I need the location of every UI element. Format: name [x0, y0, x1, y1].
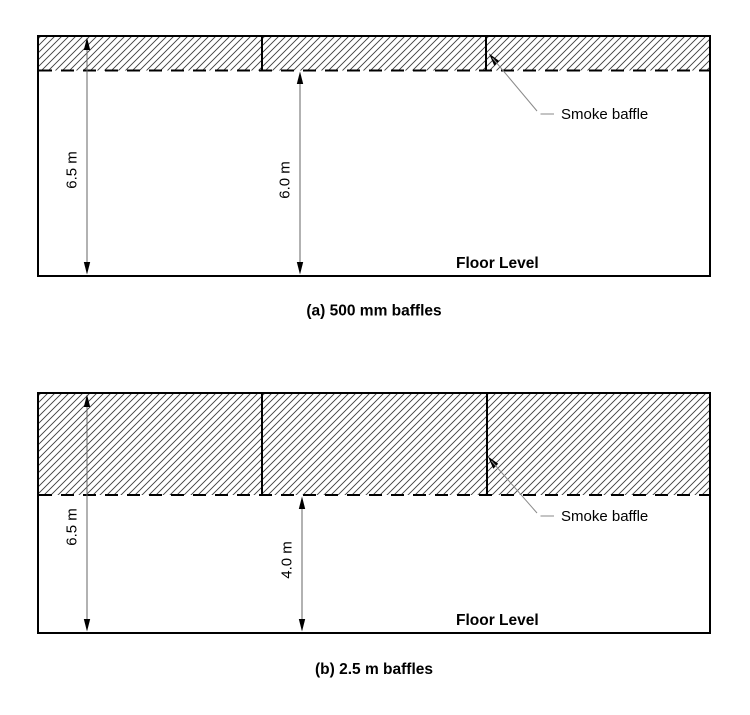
- panel-a-room-outline: [38, 36, 710, 276]
- panel-b: [38, 393, 710, 678]
- panel-b-clear-height-arrow-up-icon: [299, 497, 305, 510]
- panel-a-total-height-arrow-down-icon: [84, 262, 90, 275]
- panel-b-clear-height-arrow-down-icon: [299, 619, 305, 632]
- panel-a-clear-height-label: 6.0 m: [276, 161, 294, 199]
- panel-a-total-height-label: 6.5 m: [63, 151, 81, 189]
- panel-b-baffle-annotation: Smoke baffle: [561, 508, 649, 525]
- panel-a-baffle-annotation: Smoke baffle: [561, 106, 649, 123]
- panel-a-ceiling-hatch: [39, 37, 709, 71]
- panel-b-total-height-label: 6.5 m: [63, 508, 81, 546]
- panel-b-clear-height-label: 4.0 m: [278, 541, 296, 579]
- panel-b-caption: (b) 2.5 m baffles: [315, 661, 433, 678]
- panel-a-floor-label: Floor Level: [456, 255, 539, 272]
- panel-b-total-height-arrow-down-icon: [84, 619, 90, 632]
- panel-b-ceiling-hatch: [39, 394, 709, 495]
- panel-a-caption: (a) 500 mm baffles: [306, 302, 442, 320]
- panel-a: [38, 36, 710, 320]
- panel-a-clear-height-arrow-down-icon: [297, 262, 303, 275]
- panel-a-clear-height-arrow-up-icon: [297, 72, 303, 85]
- panel-b-floor-label: Floor Level: [456, 612, 539, 629]
